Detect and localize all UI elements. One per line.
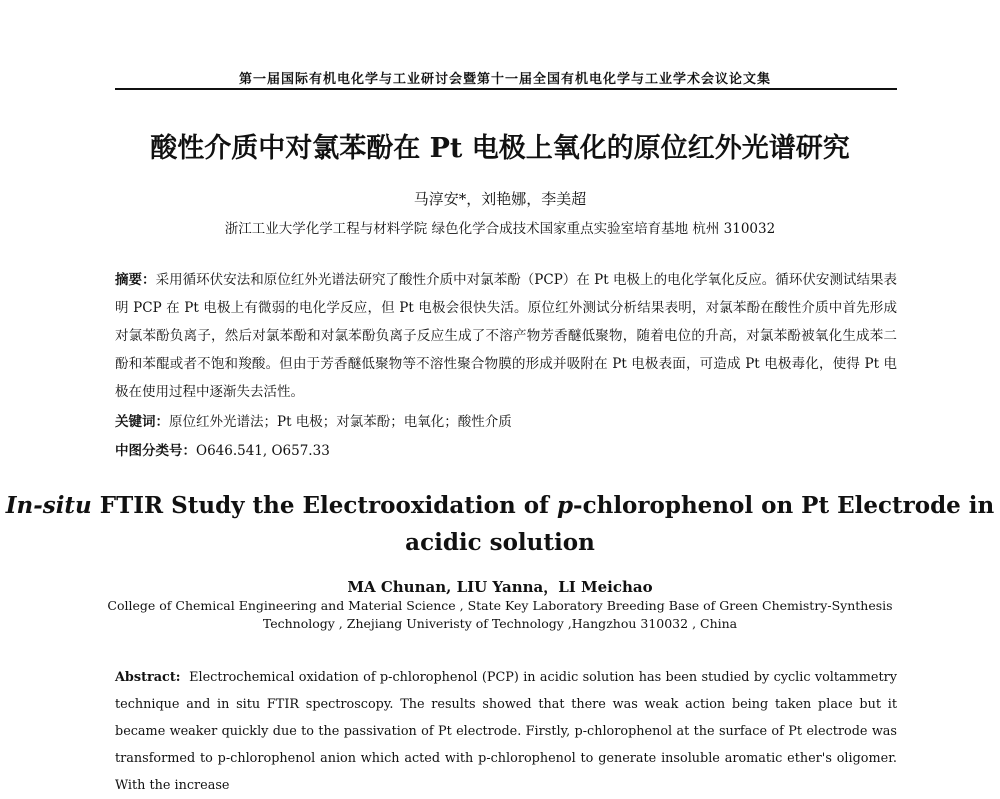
english-title-segment-end: -chlorophenol on Pt Electrode in acidic solution [405, 492, 995, 556]
english-title [0, 487, 1000, 561]
chinese-abstract [115, 266, 897, 406]
chinese-affiliation: 浙江工业大学化学工程与材料学院 绿色化学合成技术国家重点实验室培育基地 杭州 310032 [224, 221, 776, 237]
chinese-authors: 马淳安*，刘艳娜，李美超 [413, 190, 587, 208]
english-affiliation: College of Chemical Engineering and Material Science , State Key Laboratory Breeding Base of Green Chemistry-Synthesis Technology , Zhejiang Univeristy of Technology ,Hangzhou 310032 , China [107, 598, 893, 631]
keywords-text: 原位红外光谱法；Pt 电极；对氯苯酚；电氧化；酸性介质 [169, 414, 512, 430]
header-rule [115, 88, 897, 90]
chinese-abstract-label: 摘要： [115, 272, 156, 288]
english-title-segment: FTIR Study the Electrooxidation of [91, 492, 557, 519]
english-abstract [115, 664, 897, 799]
classification-label: 中图分类号： [115, 443, 196, 459]
classification-text: O646.541, O657.33 [196, 443, 330, 459]
english-title-italic-insitu: In-situ [5, 492, 92, 519]
english-abstract-label: Abstract: [115, 670, 181, 685]
english-abstract-text: Electrochemical oxidation of p-chlorophenol (PCP) in acidic solution has been studied by cyclic voltammetry technique and in situ FTIR spectroscopy. The results showed that there was weak action being taken place but it became weaker quickly due to the passivation of Pt electrode. Firstly, p-chlorophenol at the surface of Pt electrode was transformed to p-chlorophenol anion which acted with p-chlorophenol to generate insoluble aromatic ether's oligomer. With the increase [115, 670, 897, 793]
english-title-italic-p: p [556, 492, 574, 519]
english-authors: MA Chunan, LIU Yanna，LI Meichao [347, 578, 653, 596]
running-header: 第一届国际有机电化学与工业研讨会暨第十一届全国有机电化学与工业学术会议论文集 [238, 72, 771, 87]
chinese-abstract-text: 采用循环伏安法和原位红外光谱法研究了酸性介质中对氯苯酚（PCP）在 Pt 电极上的电化学氧化反应。循环伏安测试结果表明 PCP 在 Pt 电极上有微弱的电化学反应，但 Pt 电极会很快失活。原位红外测试分析结果表明，对氯苯酚在酸性介质中首先形成对氯苯酚负离子，然后对氯苯酚和对氯苯酚负离子反应生成了不溶产物芳香醚低聚物，随着电位的升高，对氯苯酚被氧化生成苯二酚和苯醌或者不饱和羧酸。但由于芳香醚低聚物等不溶性聚合物膜的形成并吸附在 Pt 电极表面，可造成 Pt 电极毒化，使得 Pt 电极在使用过程中逐渐失去活性。 [115, 272, 897, 400]
keywords-label: 关键词： [115, 414, 169, 430]
chinese-title: 酸性介质中对氯苯酚在 Pt 电极上氧化的原位红外光谱研究 [150, 133, 850, 164]
chinese-classification [115, 439, 330, 459]
chinese-keywords [115, 410, 512, 430]
